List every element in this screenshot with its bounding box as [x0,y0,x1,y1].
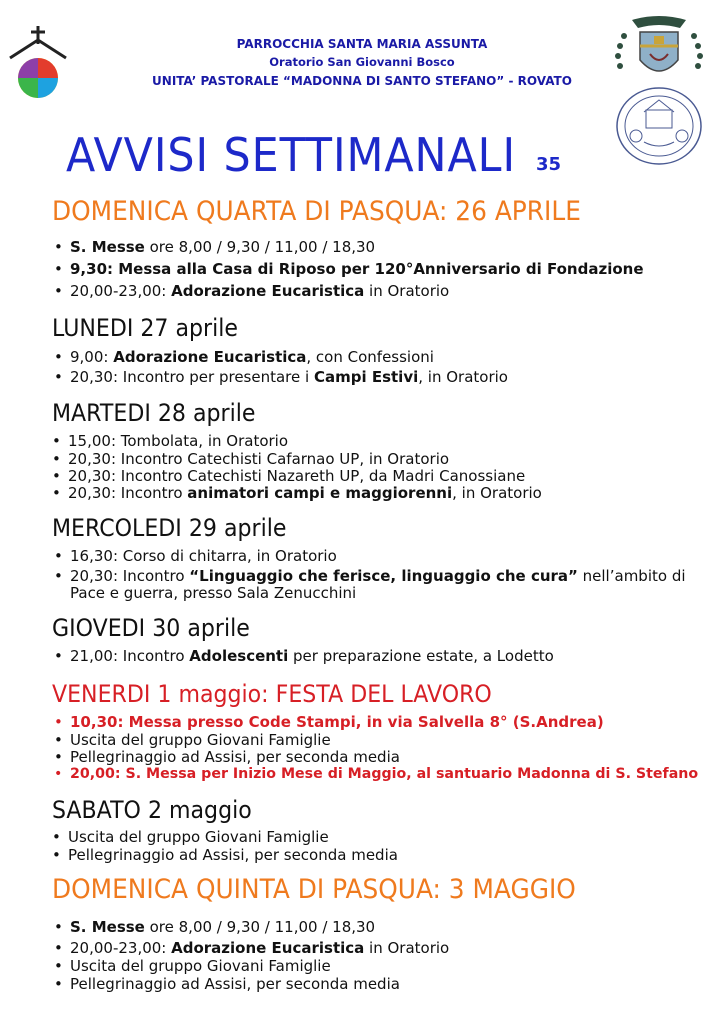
pastoral-unit-name: UNITA’ PASTORALE “MADONNA DI SANTO STEFANO” - ROVATO [152,74,572,88]
bishop-crest [610,14,708,88]
item-text: 20,30: Incontro [68,484,188,502]
circular-seal [614,86,704,166]
item-text: 20,30: Incontro Catechisti Nazareth UP, da Madri Canossiane [68,467,526,485]
item-bold: animatori campi e maggiorenni [187,484,453,502]
item-text: Uscita del gruppo Giovani Famiglie [70,731,331,749]
bullet: • [54,348,63,366]
bullet: • [54,939,63,957]
bullet: • [54,748,63,766]
item-text: 9,00: [70,348,114,366]
section-heading-monday: LUNEDI 27 aprile [52,314,238,342]
item-bold: S. Messe [70,238,145,256]
item-text: Uscita del gruppo Giovani Famiglie [68,828,329,846]
bullet: • [54,238,63,256]
section-heading-thursday: GIOVEDI 30 aprile [52,614,250,642]
bullet: • [54,975,63,993]
item-text: 21,00: Incontro [70,647,190,665]
section-heading-tuesday: MARTEDI 28 aprile [52,399,256,427]
bullet: • [54,547,63,565]
item-text: 20,30: Incontro per presentare i [70,368,314,386]
bullet: • [54,368,63,386]
bullet: • [54,647,63,665]
item-text: Pace e guerra, presso Sala Zenucchini [70,584,357,602]
item-text: 16,30: Corso di chitarra, in Oratorio [70,547,337,565]
bullet: • [54,713,63,731]
bullet: • [52,432,61,450]
bullet: • [52,450,61,468]
bullet: • [54,918,63,936]
item-text: , con Confessioni [306,348,434,366]
item-text: per preparazione estate, a Lodetto [288,647,554,665]
item-text: nell’ambito di [577,567,686,585]
parish-name: PARROCCHIA SANTA MARIA ASSUNTA [236,37,488,51]
item-text: 20,30: Incontro Catechisti Cafarnao UP, in Oratorio [68,450,450,468]
item-bold: 10,30: Messa presso Code Stampi, in via Salvella 8° (S.Andrea) [70,713,604,731]
item-bold: Adolescenti [189,647,289,665]
item-bold: S. Messe [70,918,145,936]
bullet: • [54,282,63,300]
oratory-name: Oratorio San Giovanni Bosco [269,55,455,69]
page-title: AVVISI SETTIMANALI [66,128,517,182]
item-bold: “Linguaggio che ferisce, linguaggio che cura” [189,567,578,585]
bullet: • [54,260,63,278]
item-bold: Adorazione Eucaristica [113,348,307,366]
section-heading-wednesday: MERCOLEDI 29 aprile [52,514,287,542]
item-bold: Adorazione Eucaristica [171,939,365,957]
item-bold: Adorazione Eucaristica [171,282,365,300]
item-text: in Oratorio [364,939,450,957]
bullet: • [54,957,63,975]
item-text: 20,00-23,00: [70,282,172,300]
bullet: • [52,846,61,864]
item-bold: 20,00: S. Messa per Inizio Mese di Maggio, al santuario Madonna di S. Stefano [70,766,699,782]
bullet: • [54,731,63,749]
item-text: Pellegrinaggio ad Assisi, per seconda media [70,748,400,766]
item-text: ore 8,00 / 9,30 / 11,00 / 18,30 [144,918,376,936]
item-text: ore 8,00 / 9,30 / 11,00 / 18,30 [144,238,376,256]
item-text: in Oratorio [364,282,450,300]
item-text: Uscita del gruppo Giovani Famiglie [70,957,331,975]
section-heading-friday: VENERDI 1 maggio: FESTA DEL LAVORO [52,680,492,708]
section-heading-saturday: SABATO 2 maggio [52,796,252,824]
item-bold: 9,30: Messa alla Casa di Riposo per 120°Anniversario di Fondazione [70,260,644,278]
item-text: Pellegrinaggio ad Assisi, per seconda media [68,846,398,864]
item-text: Pellegrinaggio ad Assisi, per seconda media [70,975,400,993]
item-text: 20,00-23,00: [70,939,172,957]
section-heading-sunday-26: DOMENICA QUARTA DI PASQUA: 26 APRILE [52,196,581,227]
item-text: , in Oratorio [452,484,542,502]
bullet: • [52,467,61,485]
bullet: • [52,484,61,502]
bullet: • [54,567,63,585]
item-text: , in Oratorio [418,368,508,386]
item-text: 15,00: Tombolata, in Oratorio [68,432,289,450]
bullet: • [54,766,63,782]
issue-number: 35 [536,154,562,175]
item-text: 20,30: Incontro [70,567,190,585]
section-heading-sunday-3: DOMENICA QUINTA DI PASQUA: 3 MAGGIO [52,874,576,905]
item-bold: Campi Estivi [313,368,419,386]
bullet: • [52,828,61,846]
